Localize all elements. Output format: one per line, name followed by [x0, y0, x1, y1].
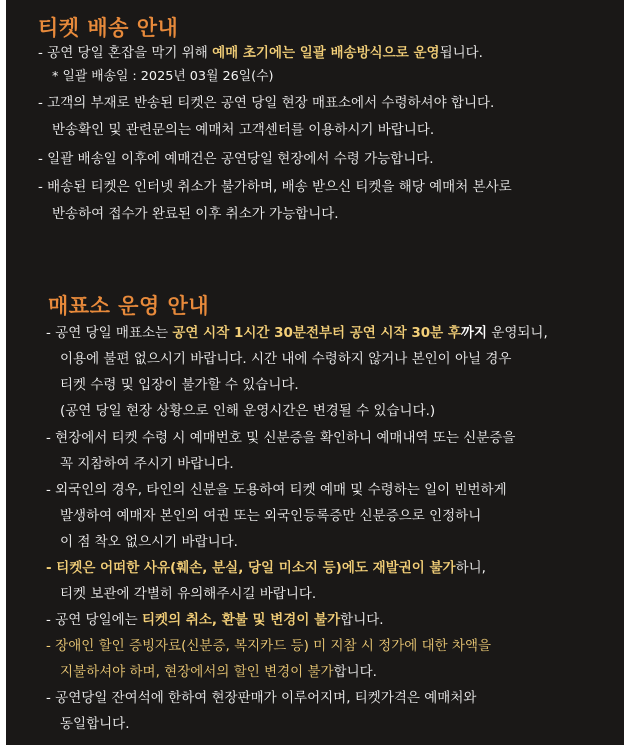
box-office-line-12: - 공연 당일에는 티켓의 취소, 환불 및 변경이 불가합니다.: [46, 612, 384, 628]
delivery-line-6: - 배송된 티켓은 인터넷 취소가 불가하며, 배송 받으신 티켓을 해당 예매처 본사로: [38, 179, 512, 195]
box-office-line-11: 티켓 보관에 각별히 유의해주시길 바랍니다.: [60, 586, 317, 602]
delivery-line-3: - 고객의 부재로 반송된 티켓은 공연 당일 현장 매표소에서 수령하셔야 합니다.: [38, 95, 495, 111]
box-office-title: 매표소 운영 안내: [48, 294, 210, 318]
box-office-line-5: - 현장에서 티켓 수령 시 예매번호 및 신분증을 확인하니 예매내역 또는 신분증을: [46, 430, 516, 446]
box-office-line-6: 꼭 지참하여 주시기 바랍니다.: [60, 456, 234, 472]
box-office-line-7: - 외국인의 경우, 타인의 신분을 도용하여 티켓 예매 및 수령하는 일이 빈번하게: [46, 482, 507, 498]
box-office-line-10: - 티켓은 어떠한 사유(훼손, 분실, 당일 미소지 등)에도 재발권이 불가하니,: [46, 560, 486, 576]
delivery-line-4: 반송확인 및 관련문의는 예매처 고객센터를 이용하시기 바랍니다.: [52, 122, 435, 138]
delivery-date-line: * 일괄 배송일 : 2025년 03월 26일(수): [52, 69, 274, 84]
delivery-line-7: 반송하여 접수가 완료된 이후 취소가 가능합니다.: [52, 206, 339, 222]
box-office-line-2: 이용에 불편 없으시기 바랍니다. 시간 내에 수령하지 않거나 본인이 아닐 경우: [60, 351, 512, 367]
box-office-line-4: (공연 당일 현장 상황으로 인해 운영시간은 변경될 수 있습니다.): [60, 403, 436, 419]
box-office-line-13: - 장애인 할인 증빙자료(신분증, 복지카드 등) 미 지참 시 정가에 대한 차액을: [46, 638, 492, 654]
box-office-line-1: - 공연 당일 매표소는 공연 시작 1시간 30분전부터 공연 시작 30분 후까지 운영되니,: [46, 325, 548, 341]
delivery-line-1: - 공연 당일 혼잡을 막기 위해 예매 초기에는 일괄 배송방식으로 운영됩니다.: [38, 45, 483, 61]
box-office-line-14: 지불하셔야 하며, 현장에서의 할인 변경이 불가합니다.: [60, 664, 377, 680]
box-office-line-3: 티켓 수령 및 입장이 불가할 수 있습니다.: [60, 377, 299, 393]
delivery-title: 티켓 배송 안내: [38, 16, 179, 40]
box-office-line-16: 동일합니다.: [60, 716, 130, 732]
box-office-line-15: - 공연당일 잔여석에 한하여 현장판매가 이루어지며, 티켓가격은 예매처와: [46, 690, 477, 706]
box-office-line-8: 발생하여 예매자 본인의 여권 또는 외국인등록증만 신분증으로 인정하니: [60, 508, 482, 524]
delivery-line-5: - 일괄 배송일 이후에 예매건은 공연당일 현장에서 수령 가능합니다.: [38, 151, 434, 167]
box-office-line-9: 이 점 착오 없으시기 바랍니다.: [60, 534, 238, 550]
notice-panel: [6, 0, 624, 745]
